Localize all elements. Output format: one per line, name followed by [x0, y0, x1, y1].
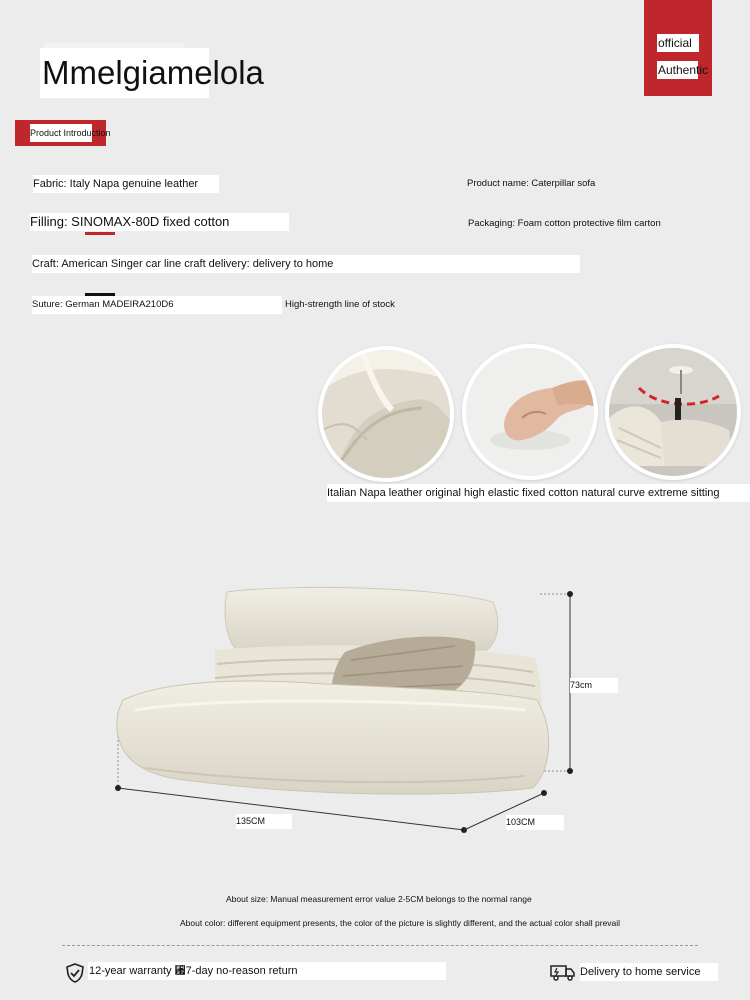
- badge-official-text: official: [657, 34, 699, 52]
- height-dimension-label: 73cm: [570, 678, 618, 693]
- spec-product-name: Product name: Caterpillar sofa: [467, 178, 596, 189]
- badge-authentic-text: Authentic: [658, 63, 709, 77]
- size-note: About size: Manual measurement error value 2-5CM belongs to the normal range: [226, 894, 532, 904]
- color-note: About color: different equipment presents, the color of the picture is slightly different, and the actual color shall prevail: [180, 918, 621, 928]
- spec-packaging: Packaging: Foam cotton protective film carton: [468, 218, 661, 229]
- warranty-text: 12-year warranty ␷7-day no-reason return: [88, 962, 446, 980]
- sofa-image: [105, 580, 585, 840]
- footer-divider: [62, 945, 698, 946]
- delivery-truck-icon: [550, 962, 570, 982]
- delivery-text: Delivery to home service: [580, 963, 718, 981]
- width-dimension-label: 135CM: [236, 814, 292, 829]
- spec-suture-extra: High-strength line of stock: [285, 299, 395, 310]
- spec-craft: Craft: American Singer car line craft delivery: delivery to home: [32, 255, 580, 273]
- spec-filling: Filling: SINOMAX-80D fixed cotton: [30, 213, 289, 231]
- spec-suture: Suture: German MADEIRA210D6: [32, 296, 282, 314]
- shield-check-icon: [65, 963, 85, 983]
- brand-title: Mmelgiamelola: [40, 48, 209, 98]
- spec-fabric: Fabric: Italy Napa genuine leather: [33, 175, 219, 193]
- section-label: Product Introduction: [30, 124, 92, 142]
- depth-dimension-label: 103CM: [506, 815, 564, 830]
- details-caption: Italian Napa leather original high elastic fixed cotton natural curve extreme sitting: [327, 484, 750, 502]
